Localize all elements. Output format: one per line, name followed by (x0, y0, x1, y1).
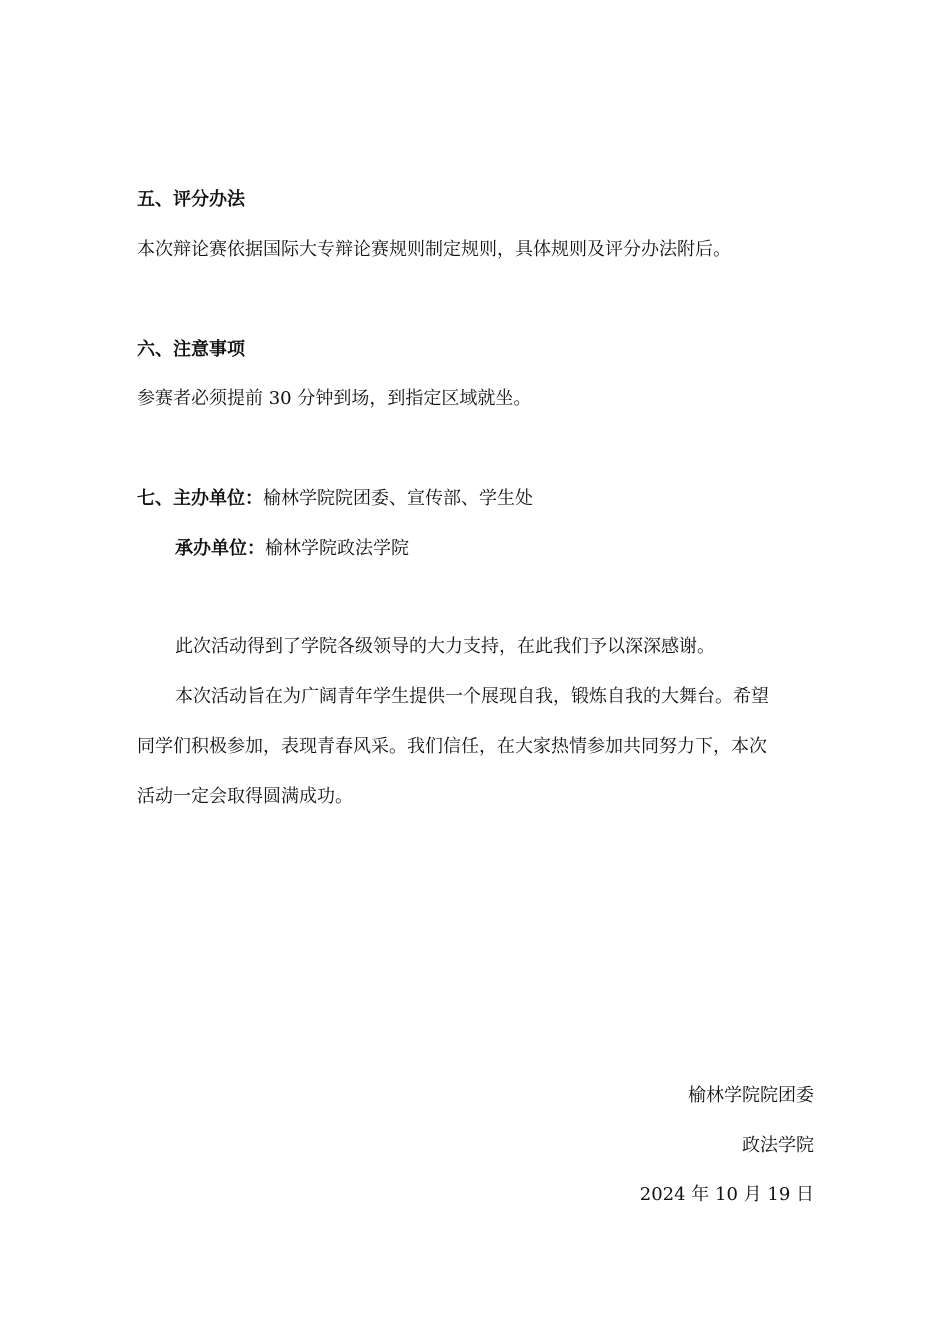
section-6-heading: 六、注意事项 (137, 339, 245, 360)
organizer-unit-label: 承办单位： (175, 538, 265, 559)
host-unit-value: 榆林学院院团委、宣传部、学生处 (263, 488, 533, 509)
signature-org-1: 榆林学院院团委 (688, 1085, 814, 1106)
section-5-heading: 五、评分办法 (137, 189, 245, 210)
signature-date: 2024 年 10 月 19 日 (639, 1184, 814, 1205)
closing-paragraph-2-line-2: 同学们积极参加，表现青春风采。我们信任，在大家热情参加共同努力下，本次 (137, 736, 767, 757)
signature-org-2: 政法学院 (742, 1135, 814, 1156)
organizer-unit-line (175, 537, 409, 561)
section-6-body: 参赛者必须提前 30 分钟到场，到指定区域就坐。 (137, 388, 532, 409)
host-unit-line (137, 487, 533, 511)
organizer-unit-value: 榆林学院政法学院 (265, 538, 409, 559)
closing-paragraph-2-line-1: 本次活动旨在为广阔青年学生提供一个展现自我，锻炼自我的大舞台。希望 (175, 686, 769, 707)
closing-paragraph-1: 此次活动得到了学院各级领导的大力支持，在此我们予以深深感谢。 (175, 636, 715, 657)
host-unit-label: 七、主办单位： (137, 488, 263, 509)
section-5-body: 本次辩论赛依据国际大专辩论赛规则制定规则，具体规则及评分办法附后。 (137, 239, 731, 260)
closing-paragraph-2-line-3: 活动一定会取得圆满成功。 (137, 786, 353, 807)
